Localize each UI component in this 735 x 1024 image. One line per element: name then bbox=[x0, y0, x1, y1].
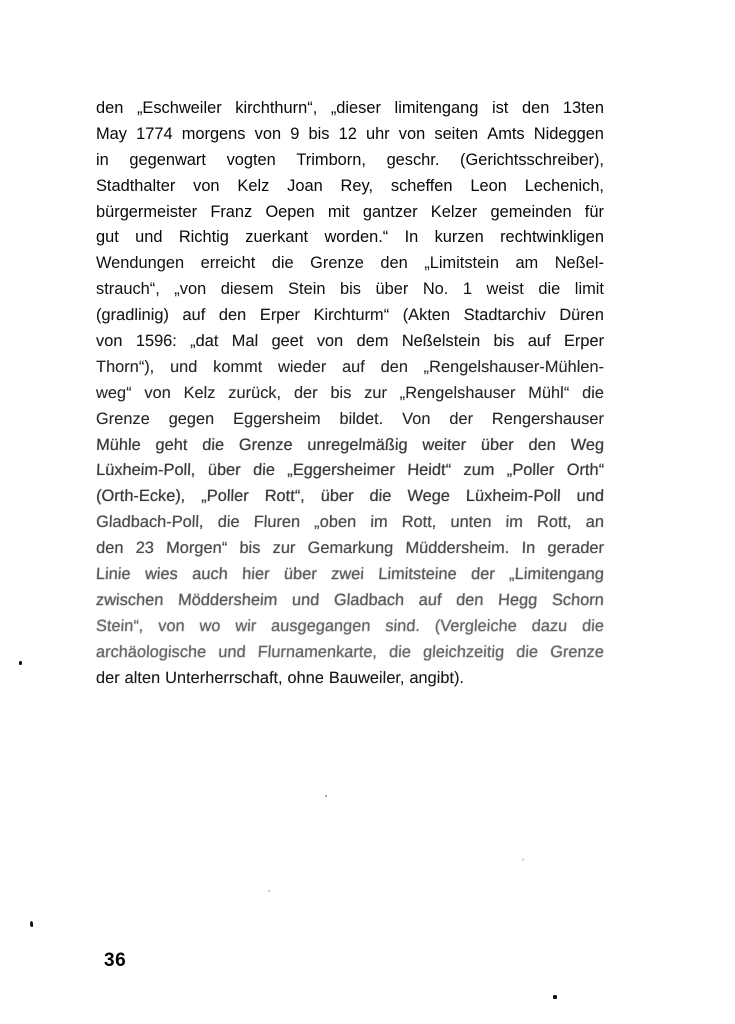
text-line bbox=[95, 562, 604, 588]
text-word: Stadthalter bbox=[96, 176, 176, 195]
text-word: (Orth-Ecke), bbox=[95, 487, 186, 506]
text-word: „oben bbox=[313, 513, 357, 532]
scan-speck bbox=[522, 858, 524, 861]
text-line bbox=[96, 381, 604, 407]
text-word: zuerkant bbox=[245, 228, 309, 247]
text-word: gegenwart bbox=[129, 150, 206, 169]
text-word: „Rengelshauser-Mühlen- bbox=[423, 357, 605, 376]
text-word: zur bbox=[272, 539, 296, 558]
text-word: von bbox=[316, 332, 344, 351]
text-line bbox=[96, 277, 604, 303]
text-word: kirchthurn“, bbox=[235, 99, 318, 117]
text-word: „Eggersheimer bbox=[286, 461, 396, 480]
text-word: an bbox=[585, 513, 605, 532]
text-word: Stadtarchiv bbox=[463, 306, 546, 325]
text-word: gleichzeitig bbox=[422, 642, 505, 661]
text-word: und bbox=[135, 228, 163, 247]
text-word: Weg bbox=[570, 435, 605, 454]
text-word: dazu bbox=[531, 616, 568, 635]
text-word: die bbox=[217, 513, 240, 532]
text-word: 1596: bbox=[135, 332, 177, 351]
text-word: „von bbox=[174, 280, 207, 299]
text-line bbox=[96, 251, 604, 277]
text-word: worden.“ bbox=[324, 228, 389, 247]
text-word: 1 bbox=[462, 280, 472, 299]
text-word: erreicht bbox=[200, 254, 256, 273]
text-word: Wendungen bbox=[96, 254, 185, 273]
text-word: im bbox=[369, 513, 388, 532]
text-word: den bbox=[528, 435, 557, 454]
text-word: Kelz bbox=[237, 176, 270, 195]
text-word: auch bbox=[191, 565, 229, 584]
text-word: Unterherrschaft, bbox=[164, 668, 283, 687]
text-line bbox=[96, 329, 604, 355]
text-word: Joan bbox=[287, 176, 323, 195]
text-word: Erper bbox=[563, 332, 605, 351]
text-line bbox=[96, 200, 604, 226]
text-word: gegen bbox=[168, 409, 215, 428]
text-word: wies bbox=[144, 565, 179, 584]
text-word: zur bbox=[364, 383, 388, 402]
text-line bbox=[96, 458, 605, 484]
text-word: den bbox=[96, 99, 124, 117]
text-word: im bbox=[505, 513, 524, 532]
text-word: „Limitengang bbox=[508, 565, 605, 584]
text-word: gemeinden bbox=[490, 202, 572, 221]
text-word: alten bbox=[124, 668, 161, 687]
text-word: Kelzer bbox=[430, 202, 478, 221]
text-word: und bbox=[217, 642, 247, 661]
text-word: gut bbox=[96, 228, 119, 247]
text-word: 1774 bbox=[136, 124, 173, 143]
text-word: Grenze bbox=[238, 435, 293, 454]
text-word: Thorn“), bbox=[95, 357, 155, 376]
text-word: angibt). bbox=[409, 668, 465, 687]
text-word: Düren bbox=[559, 306, 605, 325]
text-line bbox=[96, 666, 604, 692]
text-word: bis bbox=[339, 280, 361, 299]
text-word: Fluren bbox=[253, 513, 301, 532]
text-word: von bbox=[254, 124, 282, 143]
text-word: In bbox=[521, 539, 536, 558]
text-word: Hegg bbox=[497, 590, 538, 609]
text-word: Morgen“ bbox=[165, 539, 228, 558]
text-word: No. bbox=[422, 280, 449, 299]
text-word: über bbox=[320, 487, 354, 506]
text-word: 12 bbox=[338, 124, 357, 143]
text-word: unten bbox=[450, 513, 492, 532]
text-word: von bbox=[398, 124, 426, 143]
text-word: (Gerichtsschreiber), bbox=[460, 150, 604, 169]
text-word: die bbox=[538, 280, 561, 299]
text-word: Mal bbox=[231, 332, 259, 351]
text-word: „Limitstein bbox=[424, 254, 499, 273]
text-word: Rott“, bbox=[264, 487, 306, 506]
text-word: bürgermeister bbox=[96, 202, 198, 221]
text-line bbox=[95, 588, 604, 614]
text-word: über bbox=[283, 565, 318, 584]
text-word: die bbox=[201, 435, 225, 454]
text-word: der bbox=[293, 383, 318, 402]
text-word: geschr. bbox=[386, 150, 440, 169]
text-word: ohne bbox=[287, 668, 325, 687]
text-word: den bbox=[521, 99, 550, 117]
text-word: Stein“, bbox=[95, 616, 144, 635]
text-word: zurück, bbox=[228, 383, 282, 402]
text-word: für bbox=[584, 202, 604, 221]
text-line bbox=[96, 510, 605, 536]
text-word: die bbox=[581, 616, 605, 635]
text-word: vogten bbox=[226, 150, 276, 169]
text-line bbox=[96, 122, 604, 148]
text-word: „dat bbox=[190, 332, 219, 351]
text-word: Leon bbox=[470, 176, 507, 195]
text-word: Müddersheim. bbox=[405, 539, 510, 558]
text-word: rechtwinkligen bbox=[500, 228, 604, 247]
text-word: über bbox=[375, 280, 409, 299]
text-word: 13ten bbox=[562, 99, 604, 117]
text-word: Rott, bbox=[536, 513, 572, 532]
text-word: Rott, bbox=[401, 513, 437, 532]
text-word: Neßel- bbox=[554, 254, 604, 273]
text-word: geet bbox=[271, 332, 304, 351]
text-word: von bbox=[95, 332, 123, 351]
body-text-block bbox=[96, 96, 604, 691]
text-word: Kirchturm“ bbox=[313, 306, 390, 325]
text-word: Trimborn, bbox=[296, 150, 366, 169]
text-line bbox=[96, 536, 605, 562]
text-word: zwischen bbox=[95, 590, 164, 609]
text-word: die bbox=[252, 461, 276, 480]
text-word: Lüxheim-Poll, bbox=[95, 461, 196, 480]
text-word: Gladbach-Poll, bbox=[95, 513, 204, 532]
scan-speck bbox=[553, 995, 557, 999]
text-word: Heidt“ bbox=[406, 461, 452, 480]
text-line bbox=[96, 407, 604, 433]
text-word: von bbox=[193, 176, 220, 195]
text-word: Rey, bbox=[340, 176, 374, 195]
text-word: Mühle bbox=[95, 435, 142, 454]
page-number: 36 bbox=[104, 950, 127, 971]
text-word: „Poller bbox=[200, 487, 249, 506]
text-word: auf bbox=[418, 590, 443, 609]
text-word: am bbox=[515, 254, 539, 273]
text-word: bis bbox=[308, 124, 330, 143]
text-word: Oepen bbox=[265, 202, 315, 221]
text-word: mit bbox=[327, 202, 350, 221]
text-word: der bbox=[449, 409, 474, 428]
text-word: 23 bbox=[135, 539, 155, 558]
text-line bbox=[96, 148, 604, 174]
text-word: den bbox=[380, 254, 408, 273]
text-word: (Vergleiche bbox=[434, 616, 518, 635]
text-line bbox=[96, 433, 605, 459]
text-word: Möddersheim bbox=[177, 590, 278, 609]
text-word: diesem bbox=[220, 280, 274, 299]
text-word: der bbox=[470, 565, 496, 584]
text-word: auf bbox=[182, 306, 206, 325]
text-word: Grenze bbox=[95, 409, 150, 428]
text-word: limitengang bbox=[394, 99, 479, 117]
text-word: Franz bbox=[210, 202, 253, 221]
text-word: gerader bbox=[547, 539, 605, 558]
text-line bbox=[96, 96, 604, 122]
text-word: von bbox=[144, 383, 171, 402]
text-word: wieder bbox=[277, 357, 327, 376]
text-word: „dieser bbox=[330, 99, 381, 117]
text-word: die bbox=[581, 383, 605, 402]
text-word: archäologische bbox=[95, 642, 207, 661]
text-line bbox=[95, 614, 604, 640]
text-word: sind. bbox=[384, 616, 421, 635]
text-word: den bbox=[95, 539, 124, 558]
text-word: unregelmäßig bbox=[307, 435, 408, 454]
text-word: bis bbox=[493, 332, 515, 351]
text-word: gantzer bbox=[362, 202, 418, 221]
text-word: die bbox=[515, 642, 539, 661]
text-word: die bbox=[388, 642, 412, 661]
text-word: (Akten bbox=[402, 306, 451, 325]
text-word: weg“ bbox=[95, 383, 132, 402]
text-word: „Eschweiler bbox=[136, 99, 222, 117]
text-word: die bbox=[271, 254, 294, 273]
text-word: wir bbox=[234, 616, 257, 635]
text-word: Schorn bbox=[551, 590, 605, 609]
text-word: Eggersheim bbox=[232, 409, 321, 428]
text-word: geht bbox=[155, 435, 188, 454]
text-word: bildet. bbox=[339, 409, 384, 428]
text-word: und bbox=[169, 357, 198, 376]
text-line bbox=[96, 484, 605, 510]
scan-speck bbox=[268, 890, 270, 892]
text-word: Kelz bbox=[183, 383, 216, 402]
text-word: auf bbox=[341, 357, 365, 376]
text-word: Limitsteine bbox=[377, 565, 458, 584]
text-word: weist bbox=[486, 280, 524, 299]
text-word: uhr bbox=[365, 124, 390, 143]
text-word: wo bbox=[199, 616, 222, 635]
text-word: und bbox=[576, 487, 605, 506]
scan-speck bbox=[19, 661, 22, 665]
text-line bbox=[96, 303, 604, 329]
scan-speck bbox=[30, 921, 33, 927]
text-word: bis bbox=[330, 383, 352, 402]
text-word: den bbox=[455, 590, 485, 609]
text-word: kommt bbox=[212, 357, 263, 376]
text-word: Grenze bbox=[310, 254, 364, 273]
text-word: zwei bbox=[330, 565, 365, 584]
text-word: Nideggen bbox=[533, 124, 604, 143]
text-word: hier bbox=[241, 565, 271, 584]
text-word: Wege bbox=[407, 487, 451, 506]
text-word: Bauweiler, bbox=[328, 668, 405, 687]
text-word: bis bbox=[239, 539, 261, 558]
text-word: Amts bbox=[487, 124, 525, 143]
text-word: Rengershauser bbox=[491, 409, 605, 428]
text-word: über bbox=[480, 435, 515, 454]
text-word: Mühl“ bbox=[528, 383, 570, 402]
text-word: In bbox=[404, 228, 419, 247]
text-word: scheffen bbox=[390, 176, 453, 195]
text-word: und bbox=[291, 590, 320, 609]
text-word: Richtig bbox=[178, 228, 229, 247]
text-word: 9 bbox=[290, 124, 300, 143]
text-word: die bbox=[369, 487, 392, 506]
text-word: Neßelstein bbox=[401, 332, 481, 351]
text-word: den bbox=[218, 306, 247, 325]
text-word: Grenze bbox=[549, 642, 605, 661]
text-word: Orth“ bbox=[566, 461, 605, 480]
text-word: weiter bbox=[422, 435, 467, 454]
text-word: „Poller bbox=[506, 461, 555, 480]
text-word: in bbox=[96, 150, 109, 169]
text-line bbox=[96, 225, 604, 251]
text-word: von bbox=[157, 616, 186, 635]
text-word: strauch“, bbox=[96, 280, 160, 299]
text-line bbox=[96, 174, 604, 200]
text-word: Gemarkung bbox=[307, 539, 394, 558]
text-word: Flurnamenkarte, bbox=[257, 642, 378, 661]
text-word: Stein bbox=[288, 280, 326, 299]
text-word: Lechenich, bbox=[524, 176, 604, 195]
text-word: kurzen bbox=[434, 228, 484, 247]
text-word: der bbox=[95, 668, 120, 687]
text-word: auf bbox=[527, 332, 551, 351]
text-word: ausgegangen bbox=[270, 616, 372, 635]
text-word: limit bbox=[574, 280, 604, 299]
text-word: (gradlinig) bbox=[95, 306, 170, 325]
text-word: Erper bbox=[259, 306, 301, 325]
text-word: morgens bbox=[181, 124, 246, 143]
text-word: ist bbox=[491, 99, 509, 117]
text-word: über bbox=[207, 461, 241, 480]
text-word: den bbox=[380, 357, 409, 376]
text-word: zum bbox=[463, 461, 495, 480]
text-word: Von bbox=[401, 409, 431, 428]
text-line bbox=[95, 640, 604, 666]
text-word: dem bbox=[356, 332, 389, 351]
text-word: „Rengelshauser bbox=[399, 383, 516, 402]
text-word: seiten bbox=[434, 124, 479, 143]
text-word: Gladbach bbox=[333, 590, 405, 609]
text-word: May bbox=[96, 124, 127, 143]
text-line bbox=[96, 355, 604, 381]
scan-speck bbox=[325, 795, 327, 797]
text-word: Lüxheim-Poll bbox=[465, 487, 561, 506]
text-word: Linie bbox=[95, 565, 132, 584]
